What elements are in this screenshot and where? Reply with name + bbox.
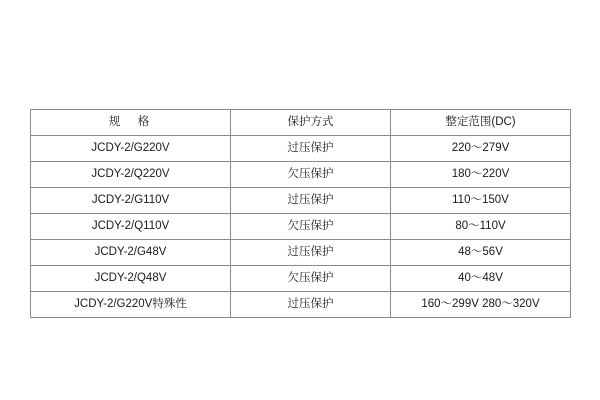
cell-protection-mode: 过压保护 bbox=[231, 188, 391, 214]
table-header bbox=[31, 110, 571, 136]
cell-protection-mode: 过压保护 bbox=[231, 240, 391, 266]
cell-protection-mode: 过压保护 bbox=[231, 292, 391, 318]
cell-setting-range: 220～279V bbox=[391, 136, 571, 162]
cell-spec: JCDY-2/Q110V bbox=[31, 214, 231, 240]
cell-setting-range: 80～110V bbox=[391, 214, 571, 240]
cell-spec: JCDY-2/G110V bbox=[31, 188, 231, 214]
cell-protection-mode: 过压保护 bbox=[231, 136, 391, 162]
cell-spec: JCDY-2/G48V bbox=[31, 240, 231, 266]
table-header-row bbox=[31, 110, 571, 136]
cell-spec: JCDY-2/G220V特殊性 bbox=[31, 292, 231, 318]
cell-setting-range: 40～48V bbox=[391, 266, 571, 292]
cell-spec: JCDY-2/Q48V bbox=[31, 266, 231, 292]
table-row bbox=[31, 188, 571, 214]
cell-setting-range: 110～150V bbox=[391, 188, 571, 214]
cell-spec: JCDY-2/Q220V bbox=[31, 162, 231, 188]
cell-protection-mode: 欠压保护 bbox=[231, 266, 391, 292]
column-header-protection-mode: 保护方式 bbox=[231, 110, 391, 136]
table-row bbox=[31, 214, 571, 240]
table-row bbox=[31, 136, 571, 162]
cell-setting-range: 48～56V bbox=[391, 240, 571, 266]
table-body bbox=[31, 136, 571, 318]
table-row bbox=[31, 162, 571, 188]
specification-table bbox=[30, 109, 571, 318]
spec-table-container bbox=[30, 109, 570, 318]
cell-setting-range: 160～299V 280～320V bbox=[391, 292, 571, 318]
table-row bbox=[31, 292, 571, 318]
cell-setting-range: 180～220V bbox=[391, 162, 571, 188]
column-header-setting-range: 整定范围(DC) bbox=[391, 110, 571, 136]
table-row bbox=[31, 266, 571, 292]
cell-protection-mode: 欠压保护 bbox=[231, 214, 391, 240]
table-row bbox=[31, 240, 571, 266]
cell-spec: JCDY-2/G220V bbox=[31, 136, 231, 162]
cell-protection-mode: 欠压保护 bbox=[231, 162, 391, 188]
column-header-spec: 规 格 bbox=[31, 110, 231, 136]
